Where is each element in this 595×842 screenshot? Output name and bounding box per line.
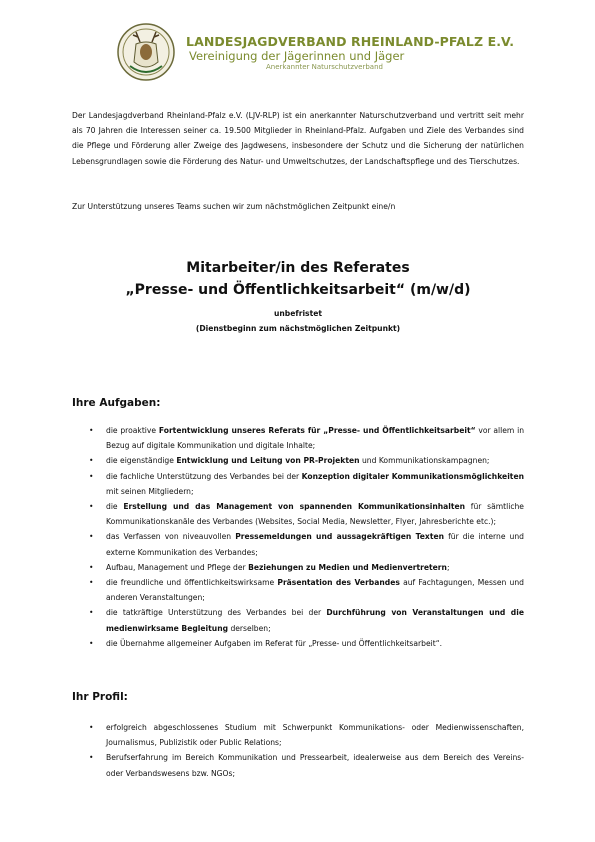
item-text: die <box>106 502 124 512</box>
item-text: Berufserfahrung im Bereich Kommunikation und Pressearbeit, idealerweise aus dem Bereich des Vereins- oder Verbandswesens bzw. NGOs; <box>106 753 524 778</box>
bullet-icon: • <box>89 532 94 542</box>
bullet-icon: • <box>89 753 94 763</box>
emphasis-text: Fortentwicklung unseres Referats für „Presse- und Öffentlichkeitsarbeit“ <box>158 426 476 435</box>
item-text: vor allem in Bezug auf digitale Kommunikation und digitale Inhalte; <box>106 426 525 451</box>
job-title-block <box>72 257 524 336</box>
bullet-icon: • <box>89 426 94 435</box>
item-text: für die interne und externe Kommunikation des Verbandes; <box>106 532 525 557</box>
item-text: erfolgreich abgeschlossenes Studium mit Schwerpunkt Kommunikations- oder Medienwissenschaften, Journalismus, Publizistik oder Public Relations; <box>106 723 524 748</box>
item-text: derselben; <box>228 623 271 633</box>
org-name: LANDESJAGDVERBAND RHEINLAND-PFALZ E.V. <box>186 34 515 49</box>
bullet-icon: • <box>89 578 94 588</box>
letterhead <box>116 22 516 82</box>
item-text: auf Fachtagungen, Messen und anderen Veranstaltungen; <box>106 578 524 603</box>
job-title-line2: „Presse- und Öffentlichkeitsarbeit“ (m/w/d) <box>125 282 471 298</box>
task-item <box>72 605 524 635</box>
item-text: Aufbau, Management und Pflege der <box>106 562 249 572</box>
bullet-icon: • <box>89 723 94 732</box>
item-text: die freundliche und öffentlichkeitswirksame <box>106 578 278 588</box>
item-text: für sämtliche Kommunikationskanäle des Verbandes (Websites, Social Media, Newsletter, Flyer, Jahresberichte etc.); <box>106 502 524 527</box>
task-item <box>72 423 524 453</box>
job-title-line1: Mitarbeiter/in des Referates <box>186 260 410 276</box>
task-item <box>72 560 524 575</box>
profile-item <box>72 720 524 750</box>
intro-paragraph: Der Landesjagdverband Rheinland-Pfalz e.V. (LJV-RLP) ist ein anerkannter Naturschutzverband und vertritt seit mehr als 70 Jahren die Interessen seiner ca. 19.500 Mitglieder in Rheinland-Pfalz. Aufgaben und Ziele des Verbandes sind die Pflege und Förderung aller Zweige des Jagdwesens, insbesondere der Schutz und die Sicherung der natürlichen Lebensgrundlagen sowie die Förderung des Natur- und Umweltschutzes, der Landschaftspflege und des Tierschutzes. <box>72 111 524 166</box>
task-item <box>72 469 524 499</box>
emphasis-text: Entwicklung und Leitung von PR-Projekten <box>176 456 360 466</box>
stag-crest-logo-icon <box>116 22 176 82</box>
org-subtitle: Vereinigung der Jägerinnen und Jäger <box>189 49 405 63</box>
task-item <box>72 529 524 559</box>
start-date-note: (Dienstbeginn zum nächstmöglichen Zeitpunkt) <box>195 324 401 333</box>
profile-list <box>72 720 524 781</box>
bullet-icon: • <box>89 471 94 481</box>
emphasis-text: Pressemeldungen und aussagekräftigen Texten <box>235 532 445 542</box>
emphasis-text: Präsentation des Verbandes <box>277 578 400 588</box>
profile-heading: Ihr Profil: <box>72 691 128 703</box>
task-item <box>72 453 524 468</box>
emphasis-text: Durchführung von Veranstaltungen und die medienwirksame Begleitung <box>106 608 524 633</box>
item-text: die fachliche Unterstützung des Verbandes bei der <box>106 471 302 481</box>
bullet-icon: • <box>89 638 94 648</box>
emphasis-text: Konzeption digitaler Kommunikationsmöglichkeiten <box>301 471 524 481</box>
tasks-list <box>72 423 524 651</box>
contract-type: unbefristet <box>274 309 322 318</box>
item-text: die Übernahme allgemeiner Aufgaben im Referat für „Presse- und Öffentlichkeitsarbeit“. <box>106 638 443 648</box>
item-text: mit seinen Mitgliedern; <box>106 486 194 496</box>
bullet-icon: • <box>89 562 94 572</box>
bullet-icon: • <box>89 502 94 512</box>
org-tagline: Anerkannter Naturschutzverband <box>266 63 383 71</box>
task-item <box>72 575 524 605</box>
item-text: die eigenständige <box>106 456 177 466</box>
profile-item <box>72 750 524 780</box>
tasks-heading: Ihre Aufgaben: <box>72 397 161 409</box>
emphasis-text: Erstellung und das Management von spannenden Kommunikationsinhalten <box>123 502 466 512</box>
item-text: die tatkräftige Unterstützung des Verbandes bei der <box>106 608 327 618</box>
item-text: die proaktive <box>106 426 159 435</box>
task-item <box>72 499 524 529</box>
item-text: das Verfassen von niveauvollen <box>106 532 236 542</box>
task-item <box>72 636 524 651</box>
emphasis-text: Beziehungen zu Medien und Medienvertretern <box>248 562 447 572</box>
bullet-icon: • <box>89 608 94 618</box>
item-text: und Kommunikationskampagnen; <box>359 456 490 466</box>
search-statement: Zur Unterstützung unseres Teams suchen wir zum nächstmöglichen Zeitpunkt eine/n <box>72 202 396 211</box>
item-text: ; <box>446 562 450 572</box>
bullet-icon: • <box>89 456 94 466</box>
